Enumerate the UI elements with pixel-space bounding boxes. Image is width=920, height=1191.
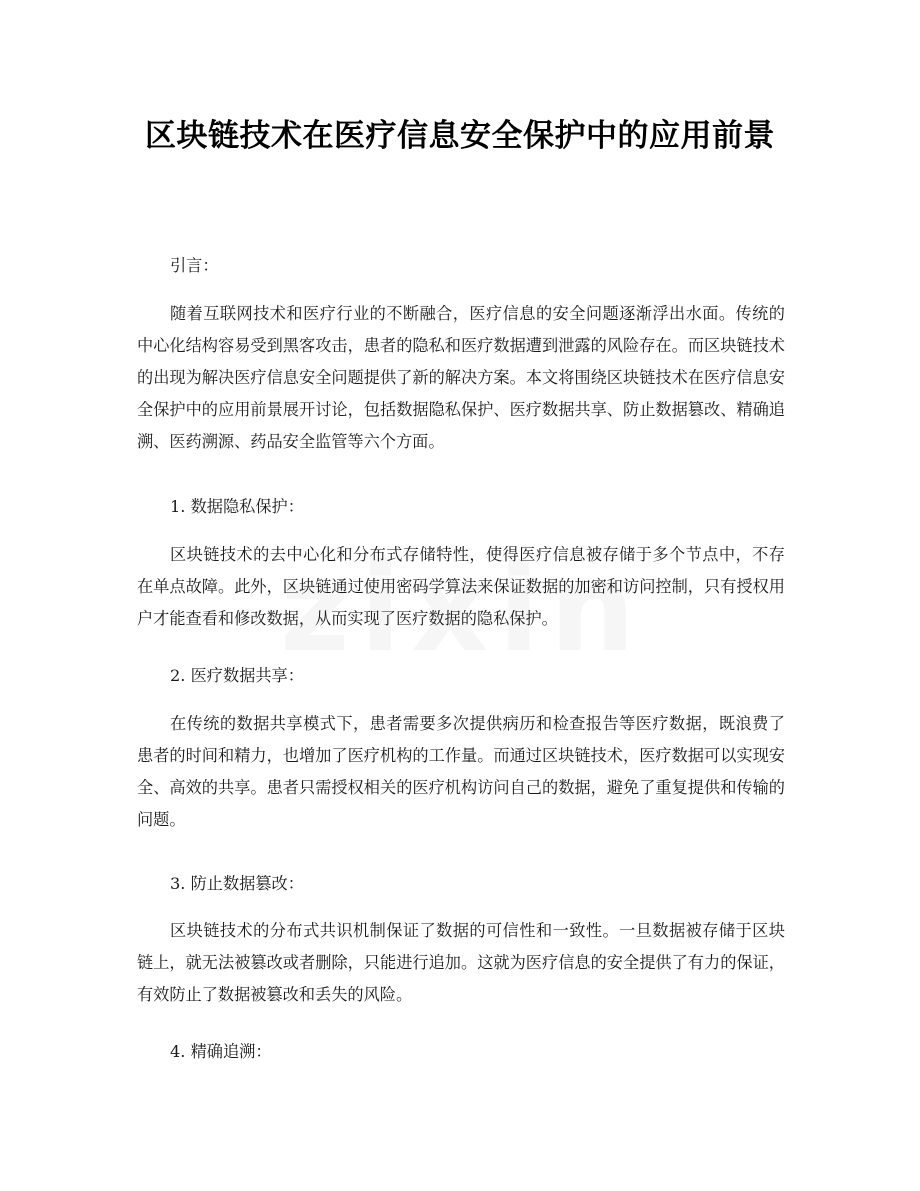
section-heading-4: 4. 精确追溯：: [170, 1042, 272, 1061]
section-text-3: 区块链技术的分布式共识机制保证了数据的可信性和一致性。一旦数据被存储于区块链上，就无法被篡改或者删除，只能进行追加。这就为医疗信息的安全提供了有力的保证，有效防止了数据被篡改和丢失的风险。: [137, 921, 785, 1004]
section-text-2: 在传统的数据共享模式下，患者需要多次提供病历和检查报告等医疗数据，既浪费了患者的时间和精力，也增加了医疗机构的工作量。而通过区块链技术，医疗数据可以实现安全、高效的共享。患者只需授权相关的医疗机构访问自己的数据，避免了重复提供和传输的问题。: [137, 714, 785, 829]
document-title: 区块链技术在医疗信息安全保护中的应用前景: [145, 118, 775, 154]
section-heading-3: 3. 防止数据篡改：: [170, 874, 304, 893]
intro-paragraph: 随着互联网技术和医疗行业的不断融合，医疗信息的安全问题逐渐浮出水面。传统的中心化结构容易受到黑客攻击，患者的隐私和医疗数据遭到泄露的风险存在。而区块链技术的出现为解决医疗信息安全问题提供了新的解决方案。本文将围绕区块链技术在医疗信息安全保护中的应用前景展开讨论，包括数据隐私保护、医疗数据共享、防止数据篡改、精确追溯、医药溯源、药品安全监管等六个方面。: [137, 304, 785, 451]
section-heading-2: 2. 医疗数据共享：: [170, 666, 304, 685]
intro-label: 引言：: [170, 256, 219, 275]
section-text-1: 区块链技术的去中心化和分布式存储特性，使得医疗信息被存储于多个节点中，不存在单点故障。此外，区块链通过使用密码学算法来保证数据的加密和访问控制，只有授权用户才能查看和修改数据，从而实现了医疗数据的隐私保护。: [137, 545, 785, 628]
section-heading-1: 1. 数据隐私保护：: [170, 497, 304, 516]
